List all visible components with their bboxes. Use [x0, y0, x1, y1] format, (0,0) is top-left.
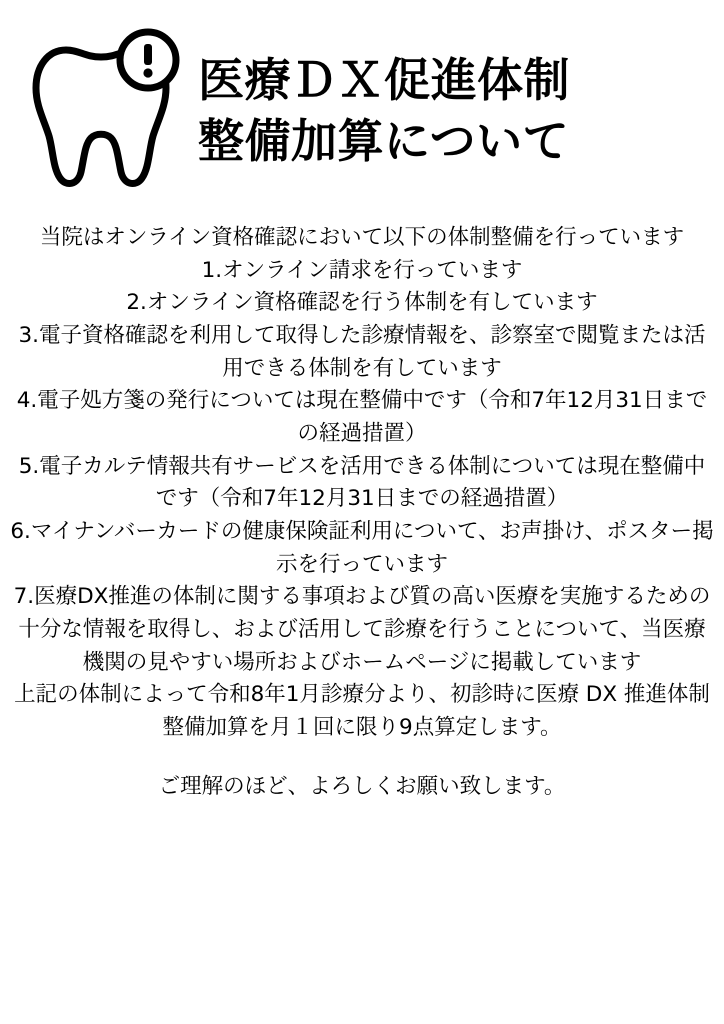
title-line-2: 整備加算について: [198, 113, 570, 168]
spacer: [10, 745, 714, 771]
list-item: 3.電子資格確認を利用して取得した診療情報を、診察室で閲覧または活用できる体制を有しています: [18, 323, 706, 381]
calculation-note: 上記の体制によって令和8年1月診療分より、初診時に医療 DX 推進体制整備加算を月１回に限り9点算定します。: [14, 682, 710, 741]
poster-header: [0, 0, 724, 200]
list-item: 2.オンライン資格確認を行う体制を有しています: [126, 290, 598, 316]
list-item: 1.オンライン請求を行っています: [201, 257, 523, 283]
title-line-1: 医療ＤＸ促進体制: [198, 53, 570, 107]
list-item: 6.マイナンバーカードの健康保険証利用について、お声掛け、ポスター掲示を行っています: [10, 519, 714, 577]
list-item: 7.医療DX推進の体制に関する事項および質の高い医療を実施するための十分な情報を取得し、および活用して診療を行うことについて、当医療機関の見やすい場所およびホームページに掲載しています: [13, 584, 711, 675]
intro-paragraph: 当院はオンライン資格確認において以下の体制整備を行っています: [39, 225, 685, 250]
poster-body: [0, 200, 724, 803]
tooth-alert-icon: [22, 28, 194, 200]
list-item: 5.電子カルテ情報共有サービスを活用できる体制については現在整備中です（令和7年12月31日までの経過措置）: [18, 453, 706, 512]
list-item: 4.電子処方箋の発行については現在整備中です（令和7年12月31日までの経過措置）: [16, 388, 708, 447]
poster-title: [194, 26, 706, 171]
closing-message: ご理解のほど、よろしくお願い致します。: [158, 773, 566, 799]
